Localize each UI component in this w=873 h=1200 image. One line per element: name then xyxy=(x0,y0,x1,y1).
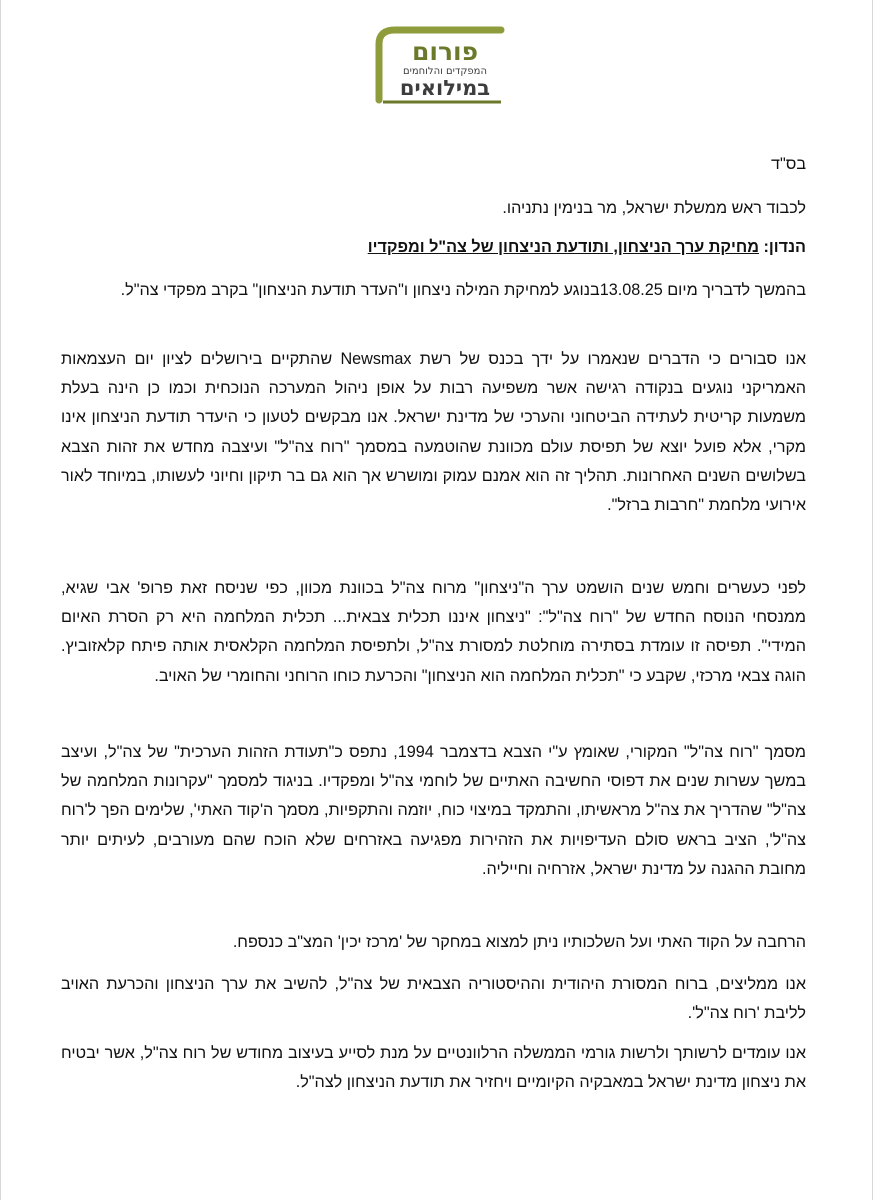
forum-logo-graphic xyxy=(361,22,511,108)
addressee-line: לכבוד ראש ממשלת ישראל, מר בנימין נתניהו. xyxy=(502,199,806,217)
paragraph-idf-spirit: מסמך "רוח צה"ל" המקורי, שאומץ ע"י הצבא בדצמבר 1994, נתפס כ"תעודת הזהות הערכית" של צה"ל, ועיצב במשך עשרות שנים את דפוסי החשיבה האתיים של לוחמי צה"ל ומפקדיו. בניגוד למסמך "עקרונות המלחמה של צה"ל" שהדריך את צה"ל מראשיתו, והתמקד במיצוי כוח, יוזמה והתקפיות, מסמך ה'קוד האתי', שלימים הפך ל'רוח צה"ל', הציב בראש סולם העדיפויות את הזהירות מפגיעה באזרחים שלא הוכח שהם מעורבים, לעיתים יותר מחובת ההגנה על מדינת ישראל, אזרחיה וחייליה. xyxy=(61,743,806,878)
logo-crescent-icon xyxy=(490,52,495,62)
paragraph-history: לפני כעשרים וחמש שנים הושמט ערך ה"ניצחון" מרוח צה"ל בכוונת מכוון, כפי שניסח זאת פרופ' אבי שגיא, ממנסחי הנוסח החדש של "רוח צה"ל": "ניצחון איננו תכלית צבאית... תכלית המלחמה היא רק הסרת האיום המידי". תפיסה זו עומדת בסתירה מוחלטת למסורת צה"ל, ולתפיסת המלחמה הקלאסית אותה פיתח קלאזוביץ. הוגה צבאי מרכזי, שקבע כי "תכלית המלחמה הוא הניצחון" והכרעת כוחו הרוחני והחומרי של האויב. xyxy=(61,579,806,685)
paragraph-recommendation: אנו ממליצים, ברוח המסורת היהודית וההיסטוריה הצבאית של צה"ל, להשיב את ערך הניצחון והכרעת האויב לליבת 'רוח צה"ל'. xyxy=(61,975,806,1023)
logo-subtitle-text: המפקדים והלוחמים xyxy=(402,66,488,77)
subject-line xyxy=(61,233,806,262)
logo-bottom-text: במילואים xyxy=(399,76,491,100)
salutation: בס"ד xyxy=(770,155,806,173)
paragraph-newsmax: אנו סבורים כי הדברים שנאמרו על ידך בכנס של רשת Newsmax שהתקיים בירושלים לציון יום העצמאות האמריקני נוגעים בנקודה רגישה אשר משפיעה רבות על אופן ניהול המערכה הנוכחית וכמו כן הינה בעלת משמעות קריטית לעתידה הביטחוני והערכי של מדינת ישראל. אנו מבקשים לטעון כי היעדר תודעת הניצחון אינו מקרי, אלא פועל יוצא של תפיסת עולם מכוונת שהוטמעה במסמך "רוח צה"ל" ועיצבה מחדש את זהות הצבא בשלושים השנים האחרונות. תהליך זה הוא אמנם עמוק ומושרש אך הוא גם בר תיקון וחיוני לעשותו, במיוחד לאור אירועי מלחמת "חרבות ברזל". xyxy=(61,350,807,515)
paragraph-closing: אנו עומדים לרשותך ולרשות גורמי הממשלה הרלוונטיים על מנת לסייע בעיצוב מחודש של רוח צה"ל, אשר יבטיח את ניצחון מדינת ישראל במאבקיה הקיומיים ויחזיר את תודעת הניצחון לצה"ל. xyxy=(61,1044,806,1092)
logo-name-text: פורום xyxy=(411,37,479,66)
paragraph-intro: בהמשך לדבריך מיום 13.08.25בנוגע למחיקת המילה ניצחון ו"העדר תודעת הניצחון" בקרב מפקדי צה"ל. xyxy=(120,281,806,299)
subject-title: מחיקת ערך הניצחון, ותודעת הניצחון של צה"ל ומפקדיו xyxy=(367,238,759,256)
forum-logo xyxy=(361,22,511,108)
subject-label: הנדון: xyxy=(763,238,806,256)
paragraph-appendix: הרחבה על הקוד האתי ועל השלכותיו ניתן למצוא במחקר של 'מרכז יכין' המצ"ב כנספח. xyxy=(232,933,806,951)
